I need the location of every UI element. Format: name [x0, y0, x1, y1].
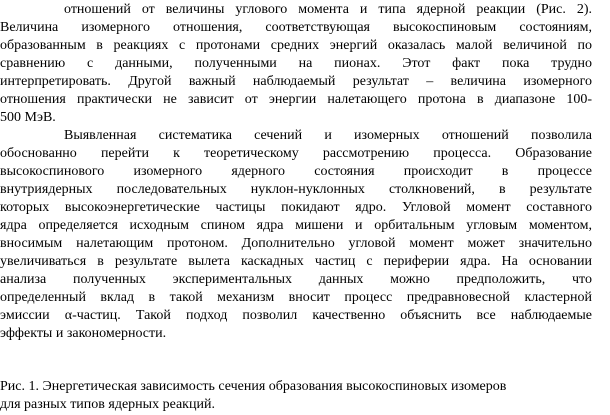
paragraph-line: увеличиваться в результате вылета каскадных частиц с периферии ядра. На основании [0, 254, 592, 269]
paragraph-line: анализа полученных экспериментальных данных можно предположить, что [0, 272, 592, 287]
paragraph-line: которых высокоэнергетические частицы покидают ядро. Угловой момент составного [0, 200, 592, 215]
paragraph-line: вносимым налетающим протоном. Дополнительно угловой момент может значительно [0, 236, 592, 251]
paragraph-line: 500 МэВ. [0, 110, 56, 125]
paragraph-line: интерпретировать. Другой важный наблюдаемый результат – величина изомерного [0, 74, 592, 89]
figure-caption-line: Рис. 1. Энергетическая зависимость сечения образования высокоспиновых изомеров [0, 379, 507, 394]
figure-caption-line: для разных типов ядерных реакций. [0, 397, 215, 412]
paragraph-line: высокоспинового изомерного ядерного состояния происходит в процессе [0, 164, 592, 179]
paragraph-line: обоснованно перейти к теоретическому рассмотрению процесса. Образование [0, 146, 592, 161]
paragraph-line: эффекты и закономерности. [0, 326, 167, 341]
paragraph-line: отношения практически не зависит от энергии налетающего протона в диапазоне 100- [0, 92, 592, 107]
paragraph-line: Выявленная систематика сечений и изомерных отношений позволила [64, 128, 592, 143]
paragraph-line: эмиссии α-частиц. Такой подход позволил качественно объяснить все наблюдаемые [0, 308, 592, 323]
paragraph-line: сравнению с данными, полученными на пионах. Этот факт пока трудно [0, 56, 592, 71]
paragraph-line: Величина изомерного отношения, соответствующая высокоспиновым состояниям, [0, 20, 592, 35]
paragraph-line: отношений от величины углового момента и типа ядерной реакции (Рис. 2). [64, 2, 592, 17]
paragraph-line: образованным в реакциях с протонами средних энергий оказалась малой величиной по [0, 38, 592, 53]
paragraph-line: ядра определяется исходным спином ядра мишени и орбитальным угловым моментом, [0, 218, 592, 233]
paragraph-line: внутриядерных последовательных нуклон-нуклонных столкновений, в результате [0, 182, 592, 197]
paragraph-line: определенный вклад в такой механизм вносит процесс предравновесной кластерной [0, 290, 592, 305]
